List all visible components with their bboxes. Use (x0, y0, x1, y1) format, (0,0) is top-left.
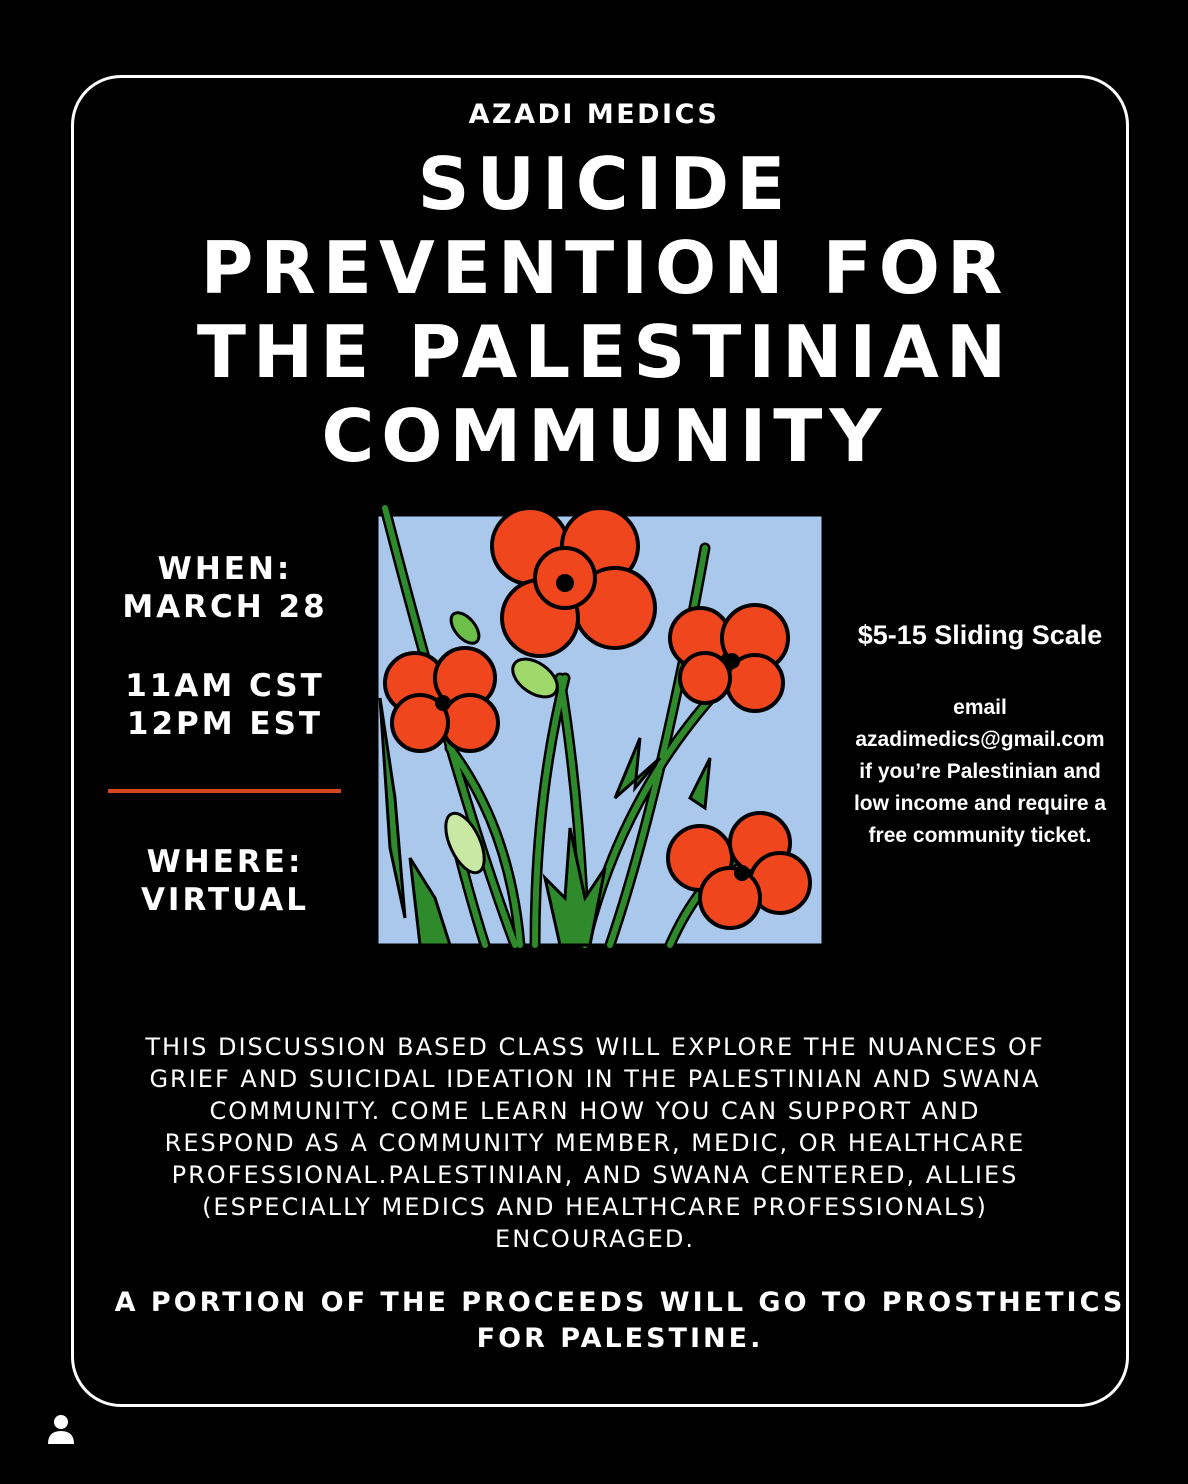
contact-email: azadimedics@gmail.com (855, 728, 1105, 751)
contact-info (830, 692, 1130, 852)
description-line: COMMUNITY. COME LEARN HOW YOU CAN SUPPORT AND (209, 1097, 981, 1125)
title-line: PREVENTION FOR (200, 226, 1010, 310)
event-location: VIRTUAL (140, 882, 310, 918)
price-info: $5-15 Sliding Scale (857, 620, 1103, 650)
where-block (100, 843, 350, 919)
organization-name: AZADI MEDICS (468, 99, 720, 130)
event-title (0, 142, 1188, 478)
proceeds-line: FOR PALESTINE. (476, 1323, 764, 1354)
when-block (100, 550, 350, 626)
description-line: THIS DISCUSSION BASED CLASS WILL EXPLORE THE NUANCES OF (145, 1033, 1045, 1061)
time-est: 12PM EST (126, 706, 324, 742)
poppy-flowers-illustration (360, 498, 830, 948)
event-description (0, 1031, 1188, 1255)
contact-line: email (953, 696, 1007, 719)
proceeds-line: A PORTION OF THE PROCEEDS WILL GO TO PROSTHETICS (114, 1287, 1126, 1318)
contact-line: free community ticket. (868, 824, 1092, 847)
event-date: MARCH 28 (122, 589, 328, 625)
title-line: THE PALESTINIAN (196, 310, 1014, 394)
user-icon[interactable] (46, 1413, 76, 1445)
divider-line (108, 789, 341, 793)
description-line: GRIEF AND SUICIDAL IDEATION IN THE PALESTINIAN AND SWANA (149, 1065, 1041, 1093)
where-label: WHERE: (146, 844, 304, 880)
when-label: WHEN: (157, 551, 293, 587)
time-cst: 11AM CST (125, 668, 325, 704)
title-line: SUICIDE (417, 142, 793, 226)
description-line: PROFESSIONAL.PALESTINIAN, AND SWANA CENTERED, ALLIES (171, 1161, 1019, 1189)
time-block (100, 667, 350, 743)
description-line: ENCOURAGED. (495, 1225, 695, 1253)
title-line: COMMUNITY (321, 394, 889, 478)
description-line: RESPOND AS A COMMUNITY MEMBER, MEDIC, OR HEALTHCARE (164, 1129, 1026, 1157)
contact-line: if you’re Palestinian and (859, 760, 1101, 783)
proceeds-note (0, 1285, 1188, 1357)
description-line: (ESPECIALLY MEDICS AND HEALTHCARE PROFESSIONALS) (202, 1193, 988, 1221)
contact-line: low income and require a (853, 792, 1107, 815)
